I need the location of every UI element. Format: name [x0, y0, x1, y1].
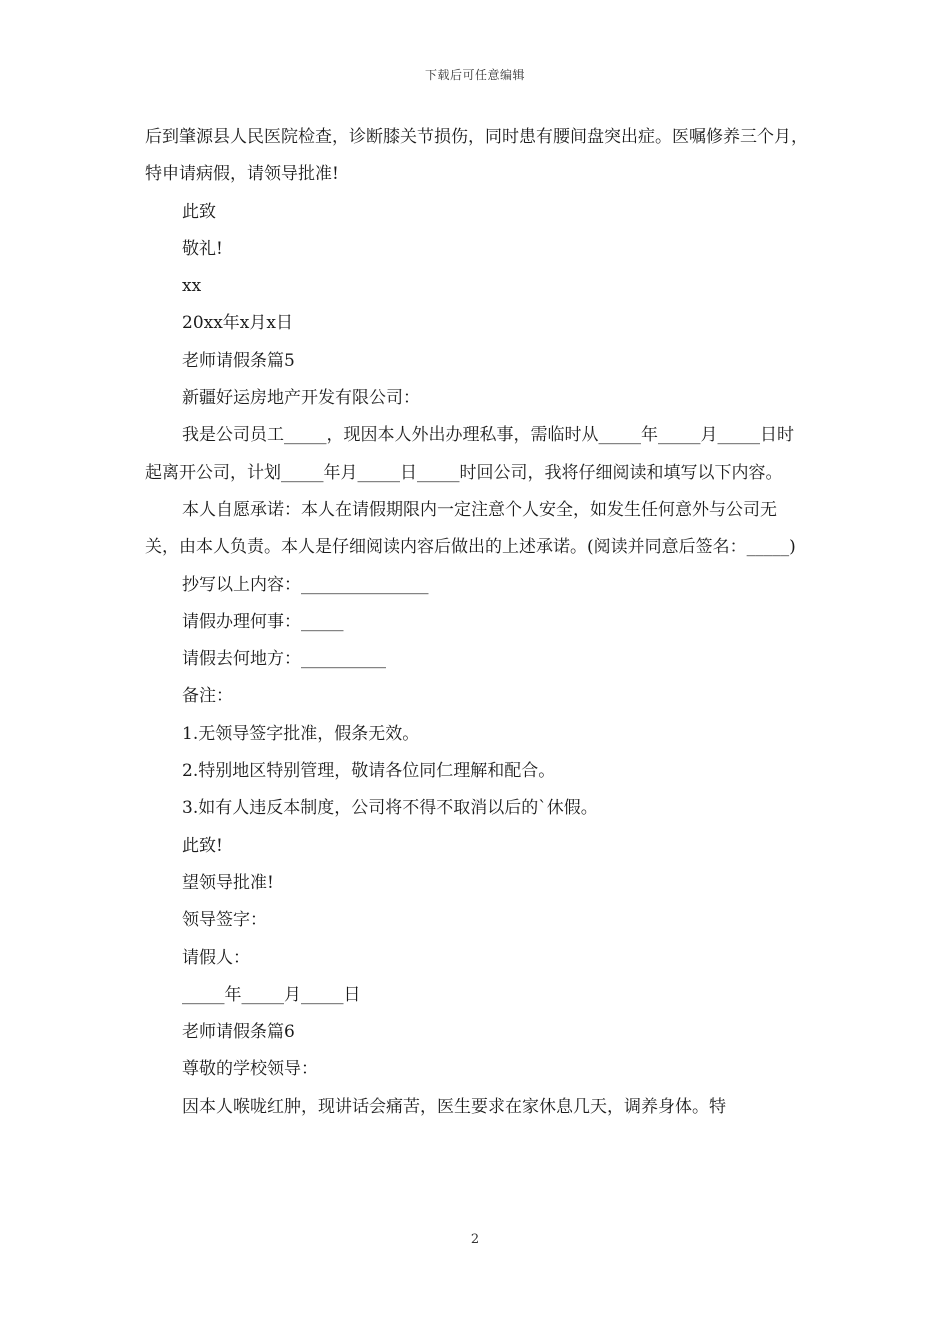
list-item: 1.无领导签字批准，假条无效。 [182, 723, 420, 744]
paragraph-copy-content: 抄写以上内容：_______________ [182, 574, 429, 595]
list-item: 2.特别地区特别管理，敬请各位同仁理解和配合。 [182, 761, 556, 782]
page-header: 下载后可任意编辑 [424, 68, 525, 82]
paragraph-leave-place: 请假去何地方：__________ [182, 649, 386, 670]
paragraph-date-blank: _____年_____月_____日 [182, 984, 361, 1005]
section-title-5: 老师请假条篇5 [182, 350, 295, 371]
paragraph-approval-request: 望领导批准! [182, 872, 274, 893]
paragraph-commitment: 本人自愿承诺：本人在请假期限内一定注意个人安全，如发生任何意外与公司无关，由本人负责。本人是仔细阅读内容后做出的上述承诺。(阅读并同意后签名：_____) [145, 499, 796, 558]
section-title-6: 老师请假条篇6 [182, 1022, 295, 1043]
paragraph-diagnosis: 后到肇源县人民医院检查，诊断膝关节损伤，同时患有腰间盘突出症。医嘱修养三个月，特申请病假，请领导批准! [145, 127, 808, 185]
page-number: 2 [470, 1232, 480, 1247]
paragraph-request-body: 我是公司员工_____，现因本人外出办理私事，需临时从_____年_____月_____日时起离开公司，计划_____年月_____日_____时回公司，我将仔细阅读和填写以下内容。 [145, 425, 794, 483]
list-item: 3.如有人违反本制度，公司将不得不取消以后的`休假。 [182, 798, 598, 819]
paragraph-regards: 敬礼! [182, 238, 223, 259]
paragraph-reason: 因本人喉咙红肿，现讲话会痛苦，医生要求在家休息几天，调养身体。特 [182, 1096, 726, 1117]
document-body [145, 119, 809, 1126]
paragraph-signature: xx [182, 276, 202, 297]
paragraph-company: 新疆好运房地产开发有限公司： [182, 388, 420, 409]
paragraph-leave-matter: 请假办理何事：_____ [182, 611, 344, 632]
paragraph-date: 20xx年x月x日 [182, 313, 293, 334]
paragraph-notes-heading: 备注： [182, 686, 233, 707]
paragraph-salutation: 此致 [182, 201, 216, 222]
paragraph-school-salutation: 尊敬的学校领导： [182, 1059, 318, 1080]
paragraph-applicant: 请假人： [182, 947, 250, 968]
paragraph-closing: 此致! [182, 835, 223, 856]
paragraph-leader-signature: 领导签字： [182, 910, 267, 931]
